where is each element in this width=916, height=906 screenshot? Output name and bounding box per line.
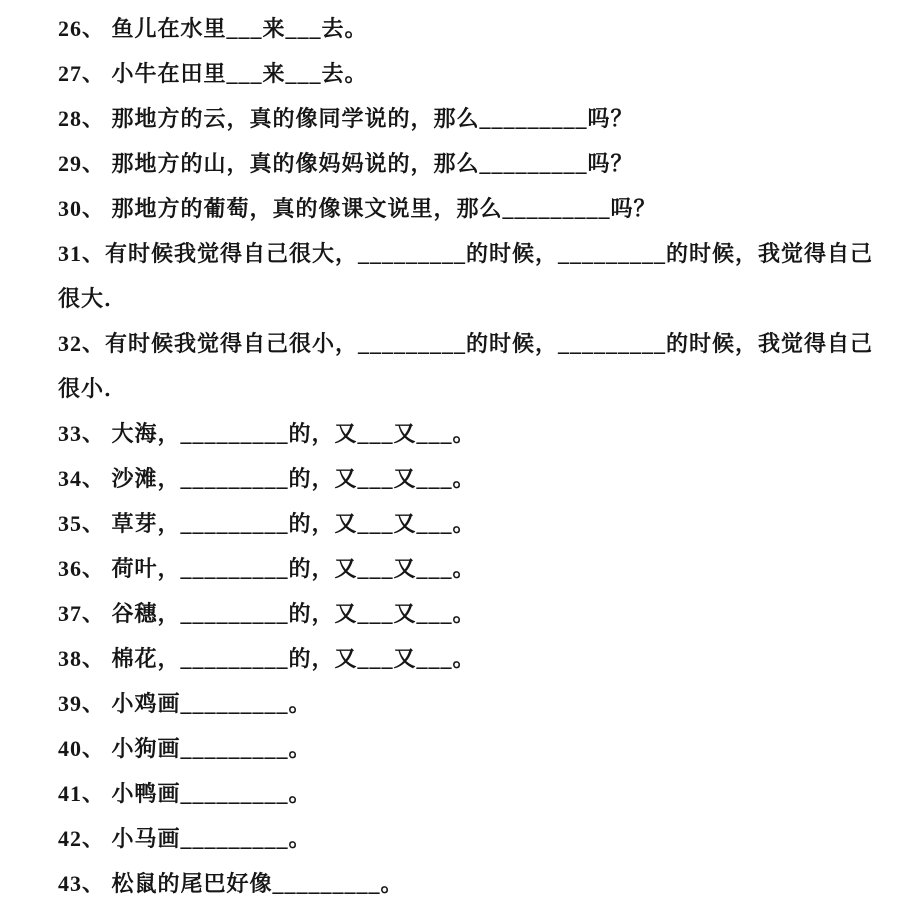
exercise-item-29: 29、 那地方的山，真的像妈妈说的，那么_________吗？: [58, 151, 634, 176]
exercise-item-38: 38、 棉花，_________的，又___又___。: [58, 646, 476, 671]
exercise-item-27: 27、 小牛在田里___来___去。: [58, 61, 368, 86]
exercise-item-33: 33、 大海，_________的，又___又___。: [58, 421, 476, 446]
exercise-item-42: 42、 小马画_________。: [58, 826, 312, 851]
exercise-item-31: 31、有时候我觉得自己很大，_________的时候，_________的时候，我觉得自己很大．: [58, 241, 874, 311]
exercise-item-41: 41、 小鸭画_________。: [58, 781, 312, 806]
exercise-item-26: 26、 鱼儿在水里___来___去。: [58, 16, 368, 41]
exercise-item-39: 39、 小鸡画_________。: [58, 691, 312, 716]
exercise-item-37: 37、 谷穗，_________的，又___又___。: [58, 601, 476, 626]
exercise-item-35: 35、 草芽，_________的，又___又___。: [58, 511, 476, 536]
exercise-item-30: 30、 那地方的葡萄，真的像课文说里，那么_________吗？: [58, 196, 657, 221]
exercise-item-34: 34、 沙滩，_________的，又___又___。: [58, 466, 476, 491]
exercise-item-40: 40、 小狗画_________。: [58, 736, 312, 761]
exercise-item-43: 43、 松鼠的尾巴好像_________。: [58, 871, 404, 896]
exercise-item-36: 36、 荷叶，_________的，又___又___。: [58, 556, 476, 581]
exercise-item-28: 28、 那地方的云，真的像同学说的，那么_________吗？: [58, 106, 634, 131]
exercise-item-32: 32、有时候我觉得自己很小，_________的时候，_________的时候，我觉得自己很小．: [58, 331, 874, 401]
